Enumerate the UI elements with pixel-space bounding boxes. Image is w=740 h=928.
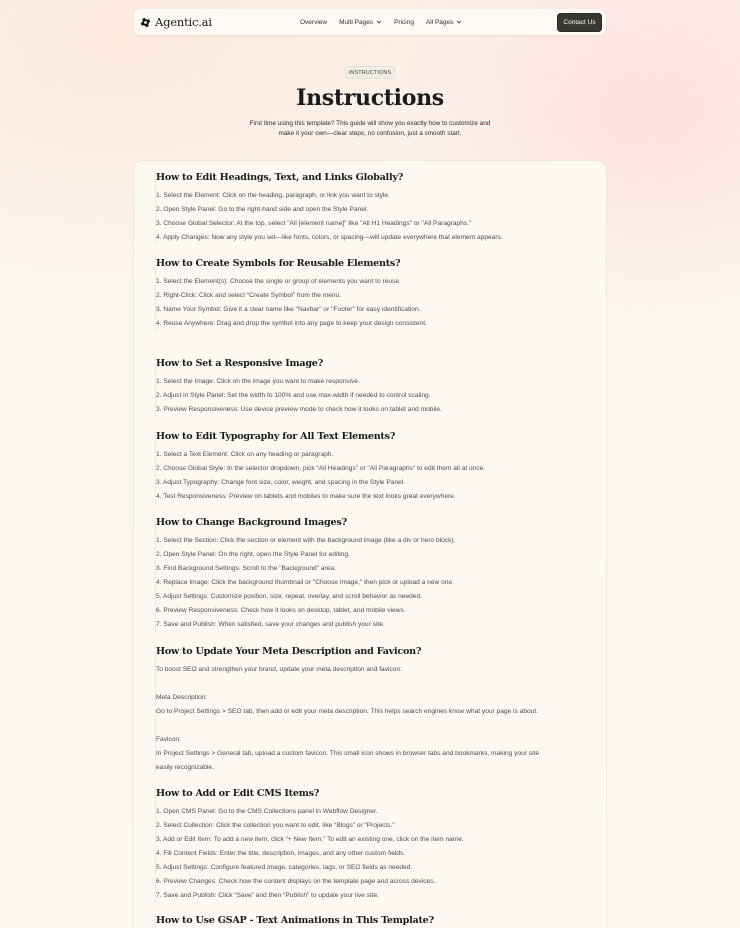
brand-logo[interactable]	[140, 15, 260, 29]
navbar	[134, 9, 606, 35]
step-line: 3. Add or Edit Item: To add a new item, click “+ New Item.” To edit an existing one, click on the item name.	[156, 836, 464, 843]
step-line: 2. Adjust in Style Panel: Set the width to 100% and use max-width if needed to control scaling.	[156, 392, 431, 399]
instruction-section	[155, 430, 595, 504]
nav-link-label: Pricing	[394, 18, 414, 26]
step-line: 3. Name Your Symbol: Give it a clear name like "Navbar" or "Footer" for easy identification.	[156, 306, 421, 313]
step-line: 1. Select the Element: Click on the heading, paragraph, or link you want to style.	[156, 192, 390, 199]
step-line: 3. Choose Global Selector: At the top, select "All [element name]" like "All H1 Headings" or "All Paragraphs."	[156, 220, 472, 227]
subtitle-line: make it your own—clear steps, no confusion, just a smooth start.	[278, 129, 462, 137]
step-line: 1. Select the Image: Click on the image you want to make responsive.	[156, 378, 360, 385]
instruction-section	[155, 257, 595, 331]
step-line: 5. Adjust Settings: Configure featured image, categories, tags, or SEO fields as needed.	[156, 864, 413, 871]
step-line: 1. Select a Text Element: Click on any heading or paragraph.	[156, 451, 334, 458]
subheading: Meta Description:	[156, 694, 208, 701]
logo-icon	[140, 17, 151, 28]
step-line: 3. Adjust Typography: Change font size, color, weight, and spacing in the Style Panel.	[156, 479, 406, 486]
step-line: 3. Find Background Settings: Scroll to the "Background" area.	[156, 565, 336, 572]
step-line: 7. Save and Publish: Click “Save” and then “Publish” to update your live site.	[156, 892, 379, 899]
instruction-section	[155, 357, 595, 417]
instruction-section	[155, 914, 595, 928]
spacer	[156, 677, 595, 691]
step-line: 3. Preview Responsiveness: Use device preview mode to check how it looks on tablet and mobile.	[156, 406, 442, 413]
section-title: How to Edit Typography for All Text Elements?	[156, 431, 396, 442]
step-line: 1. Select the Element(s): Choose the single or group of elements you want to reuse.	[156, 278, 401, 285]
section-badge: INSTRUCTIONS	[345, 66, 395, 79]
step-line: 2. Open Style Panel: On the right, open the Style Panel for editing.	[156, 551, 350, 558]
nav-link-multi-pages[interactable]	[339, 19, 382, 26]
chevron-down-icon	[456, 19, 462, 25]
step-line: 4. Apply Changes: Now any style you set—like fonts, colors, or spacing—will update everywhere that element appears.	[156, 234, 503, 241]
contact-us-button[interactable]: Contact Us	[557, 13, 602, 32]
intro-text: To boost SEO and strengthen your brand, update your meta description and favicon:	[156, 666, 402, 673]
step-line: 5. Adjust Settings: Customize position, size, repeat, overlay, and scroll behavior as needed.	[156, 593, 422, 600]
step-line: 2. Choose Global Style: In the selector dropdown, pick “All Headings” or “All Paragraphs” to edit them all at once.	[156, 465, 486, 472]
step-line: 2. Open Style Panel: Go to the right-hand side and open the Style Panel.	[156, 206, 369, 213]
instruction-section	[155, 171, 595, 245]
step-line: 1. Open CMS Panel: Go to the CMS Collections panel in Webflow Designer.	[156, 808, 378, 815]
section-title: How to Add or Edit CMS Items?	[156, 788, 320, 799]
subtitle-line: First time using this template? This guide will show you exactly how to customize and	[249, 120, 491, 127]
nav-link-label: Multi Pages	[339, 18, 374, 26]
section-title: How to Set a Responsive Image?	[156, 358, 324, 369]
section-title: How to Edit Headings, Text, and Links Globally?	[156, 172, 404, 183]
step-line: 1. Select the Section: Click the section or element with the background image (like a div or hero block).	[156, 537, 456, 544]
step-line: 4. Fill Content Fields: Enter the title, description, images, and any other custom fields.	[156, 850, 406, 857]
section-title: How to Create Symbols for Reusable Elements?	[156, 258, 401, 269]
spacer	[156, 719, 595, 733]
section-title: How to Use GSAP - Text Animations in This Template?	[156, 915, 434, 926]
step-line: 2. Select Collection: Click the collection you want to edit, like “Blogs” or “Projects.”	[156, 822, 395, 829]
nav-links	[300, 19, 462, 26]
step-line: 6. Preview Responsiveness: Check how it looks on desktop, tablet, and mobile views.	[156, 607, 406, 614]
step-line: 6. Preview Changes: Check how the content displays on the template page and across devices.	[156, 878, 436, 885]
instruction-section	[155, 516, 595, 632]
step-line: 4. Reuse Anywhere: Drag and drop the symbol into any page to keep your design consistent.	[156, 320, 427, 327]
chevron-down-icon	[376, 19, 382, 25]
step-line: 7. Save and Publish: When satisfied, save your changes and publish your site.	[156, 621, 385, 628]
instructions-card	[134, 161, 606, 928]
brand-name: Agentic.ai	[155, 15, 212, 29]
body-text: easily recognizable.	[156, 764, 214, 771]
body-text: Go to Project Settings > SEO tab, then add or edit your meta description. This helps search engines know what your page is about.	[156, 708, 538, 715]
instruction-section	[155, 645, 595, 775]
page-title: Instructions	[296, 85, 444, 111]
section-title: How to Change Background Images?	[156, 517, 347, 528]
nav-link-all-pages[interactable]	[426, 19, 462, 26]
step-line: 4. Test Responsiveness: Preview on tablets and mobiles to make sure the text looks great everywhere.	[156, 493, 456, 500]
nav-link-pricing[interactable]	[394, 19, 414, 26]
subheading: Favicon:	[156, 736, 181, 743]
instruction-section	[155, 787, 595, 903]
section-title: How to Update Your Meta Description and Favicon?	[156, 646, 422, 657]
nav-link-label: All Pages	[425, 18, 454, 26]
nav-link-label: Overview	[300, 18, 328, 26]
nav-link-overview[interactable]	[300, 19, 327, 26]
page-subtitle	[235, 119, 505, 138]
step-line: 2. Right-Click: Click and select “Create Symbol” from the menu.	[156, 292, 342, 299]
step-line: 4. Replace Image: Click the background thumbnail or "Choose Image," then pick or upload a new one.	[156, 579, 454, 586]
body-text: In Project Settings > General tab, upload a custom favicon. This small icon shows in browser tabs and bookmarks, making your site	[156, 750, 540, 757]
